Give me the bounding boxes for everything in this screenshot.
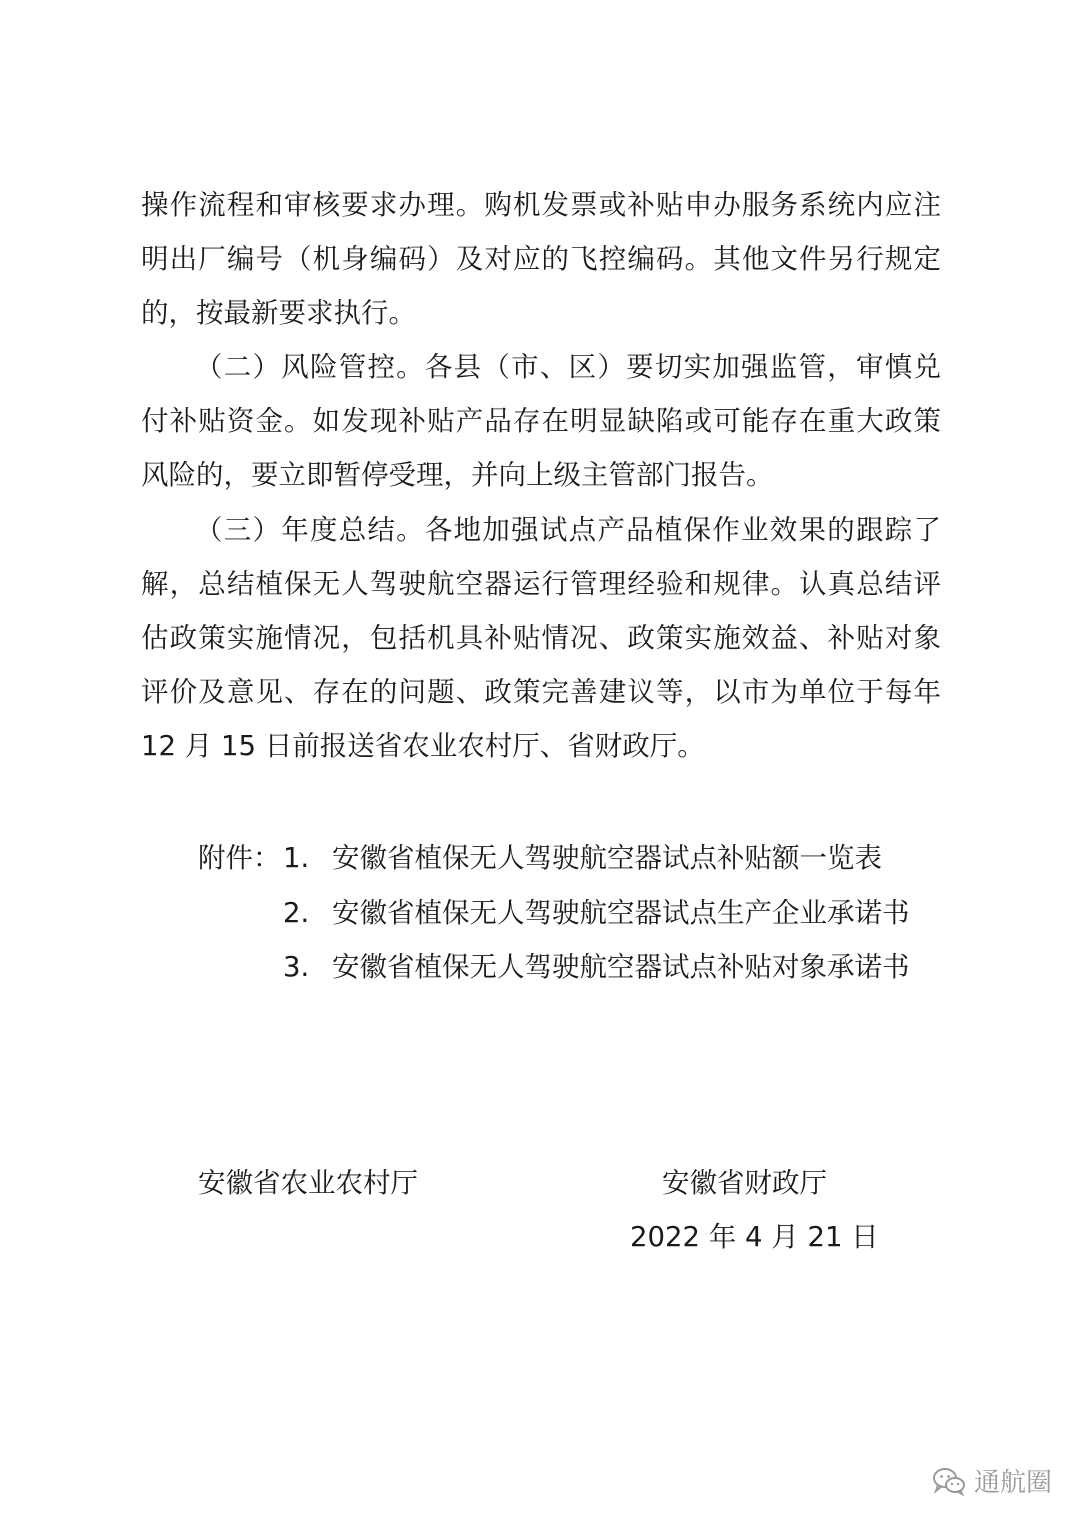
issuer-finance: 安徽省财政厅 <box>662 1167 827 1199</box>
body-line: 12 月 15 日前报送省农业农村厅、省财政厅。 <box>141 730 705 762</box>
attachment-number: 1. <box>283 842 310 874</box>
attachment-number: 2. <box>283 897 310 929</box>
issue-date: 2022 年 4 月 21 日 <box>630 1221 879 1253</box>
body-line: 明出厂编号（机身编码）及对应的飞控编码。其他文件另行规定 <box>141 243 941 275</box>
wechat-icon <box>932 1466 966 1496</box>
body-line: 解，总结植保无人驾驶航空器运行管理经验和规律。认真总结评 <box>141 568 941 600</box>
attachment-title: 安徽省植保无人驾驶航空器试点补贴对象承诺书 <box>332 951 910 983</box>
attachment-title: 安徽省植保无人驾驶航空器试点补贴额一览表 <box>332 842 882 874</box>
watermark <box>932 1462 1052 1499</box>
issuer-agriculture: 安徽省农业农村厅 <box>198 1167 418 1199</box>
attachment-number: 3. <box>283 951 310 983</box>
body-line: （三）年度总结。各地加强试点产品植保作业效果的跟踪了 <box>195 514 941 546</box>
attachments-label: 附件： <box>198 842 281 874</box>
attachment-title: 安徽省植保无人驾驶航空器试点生产企业承诺书 <box>332 897 910 929</box>
body-line: 付补贴资金。如发现补贴产品存在明显缺陷或可能存在重大政策 <box>141 405 941 437</box>
body-line: （二）风险管控。各县（市、区）要切实加强监管，审慎兑 <box>195 351 941 383</box>
body-line: 风险的，要立即暂停受理，并向上级主管部门报告。 <box>141 459 774 491</box>
body-line: 操作流程和审核要求办理。购机发票或补贴申办服务系统内应注 <box>141 189 941 221</box>
watermark-text: 通航圈 <box>973 1468 1052 1498</box>
body-line: 估政策实施情况，包括机具补贴情况、政策实施效益、补贴对象 <box>141 622 941 654</box>
body-line: 评价及意见、存在的问题、政策完善建议等，以市为单位于每年 <box>141 676 941 708</box>
body-line: 的，按最新要求执行。 <box>141 297 416 329</box>
